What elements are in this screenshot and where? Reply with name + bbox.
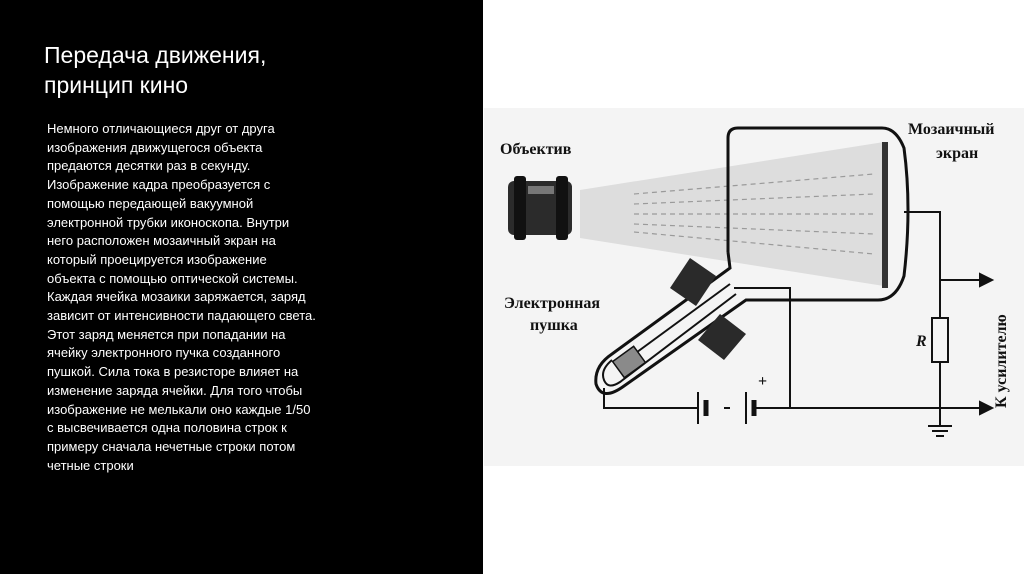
mosaic-screen [882,142,888,288]
body-line: примеру сначала нечетные строки потом [47,438,296,454]
body-line: помощью передающей вакуумной [47,195,254,211]
body-line: электронной трубки иконоскопа. Внутри [47,214,290,230]
bottom-circuit [604,388,984,408]
body-line: Этот заряд меняется при попадании на [47,326,286,342]
title-line-1: Передача движения, [44,42,267,68]
iconoscope-diagram [484,108,1024,466]
body-line: четные строки [47,457,134,473]
left-text-panel [0,0,483,574]
anode-lead [734,288,790,408]
title-line-2: принцип кино [44,72,189,98]
slide-title [44,40,266,100]
body-line: изображения движущегося объекта [47,139,263,155]
ground-symbol [928,408,952,436]
body-line: зависит от интенсивности падающего света. [47,308,316,324]
body-line: изображение не мелькали оно каждые 1/50 [47,401,311,417]
body-line: Немного отличающиеся друг от друга [47,121,275,136]
signal-lead [904,212,940,408]
body-line: Изображение кадра преобразуется с [47,177,271,193]
iconoscope-diagram-svg [484,108,1024,466]
body-line: предаются десятки раз в секунду. [47,158,251,174]
battery-plus-label: + [758,373,768,390]
screen-label-line2: экран [936,145,979,162]
gun-label-line2: пушка [530,317,578,334]
lens-label: Объектив [500,141,572,158]
body-line: пушкой. Сила тока в резисторе влияет на [47,364,299,380]
light-cone [580,142,884,286]
body-line: Каждая ячейка мозаики заряжается, заряд [47,289,306,305]
output-label: К усилителю [993,314,1010,408]
slide-body-text [47,120,357,475]
body-line: ячейку электронного пучка созданного [47,345,281,361]
body-line: него расположен мозаичный экран на [47,233,276,249]
resistor-label: R [916,333,927,350]
screen-label-line1: Мозаичный [908,121,995,138]
body-line: который проецируется изображение [47,251,267,267]
body-line: объекта с помощью оптической системы. [47,270,298,286]
gun-label-line1: Электронная [504,295,600,312]
body-line: изменение заряда ячейки. Для того чтобы [47,382,303,398]
body-line: с высвечивается одна половина строк к [47,420,287,436]
lens [508,176,572,240]
resistor [932,318,948,362]
